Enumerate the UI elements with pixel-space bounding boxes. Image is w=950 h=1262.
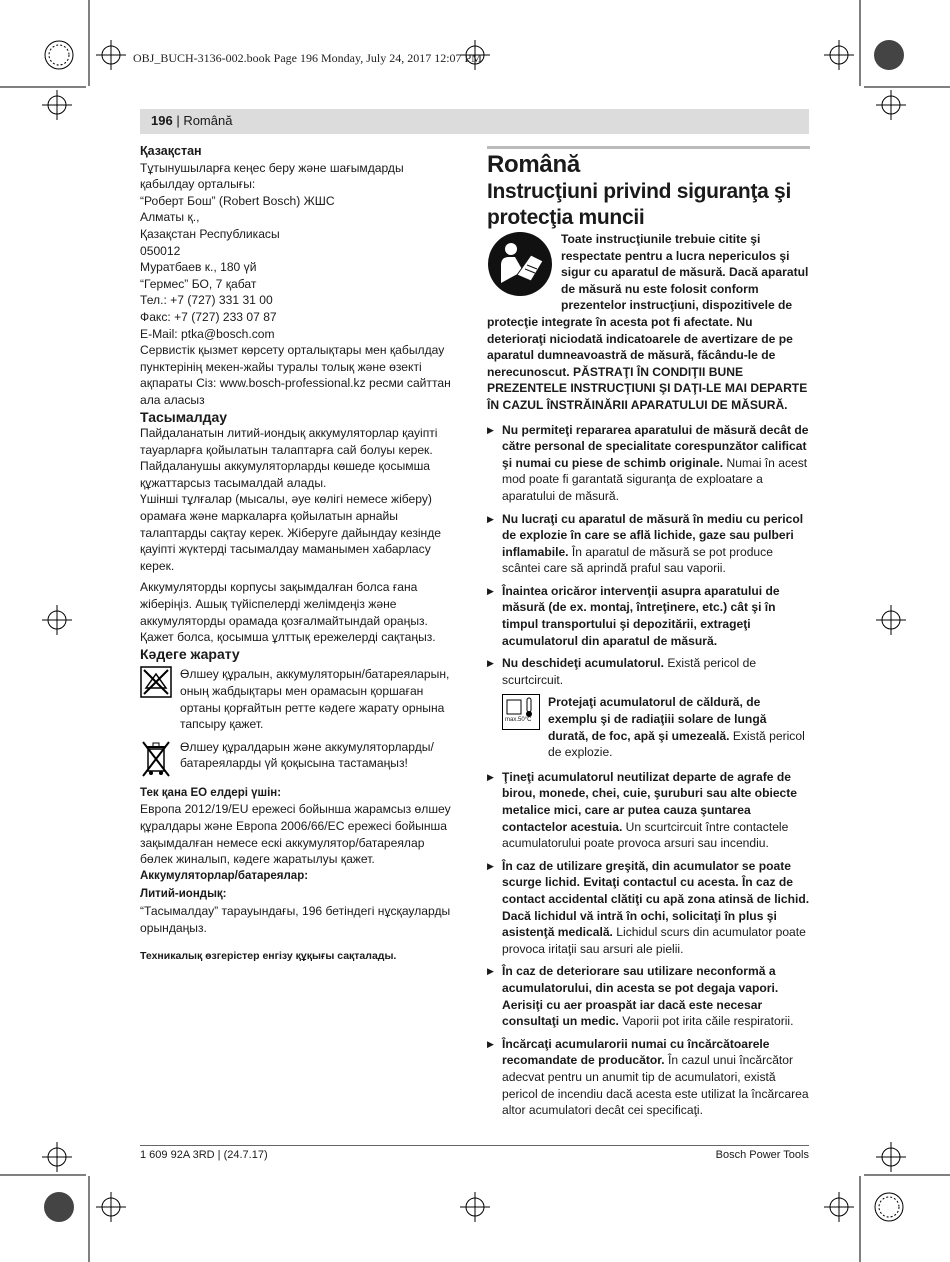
kz-line: Қазақстан Республикасы [140,226,280,241]
eu-heading: Тек қана ЕО елдері үшін: [140,786,282,799]
heat-warning-row [502,694,810,760]
page-number: 196 [151,113,173,128]
item-normal: Vaporii pot irita căile respiratorii. [618,1014,794,1029]
divider [487,146,810,149]
list-item [487,583,810,649]
footer-doc-number: 1 609 92A 3RD | (24.7.17) [140,1149,268,1161]
item-normal: Numai în acest mod poate fi garantată siguranţa de exploatare a aparatului de măsură. [502,455,808,503]
footer-rule [140,1145,809,1146]
li-heading: Литий-иондық: [140,888,227,901]
heat-bold: Protejaţi acumulatorul de căldură, de exemplu şi de radiaţiii solare de lungă durată, de foc, apă şi umezeală. [548,695,767,743]
heat-icon-label: max.50°C [505,716,532,723]
battery-heat-icon [502,694,540,730]
heat-normal: Există pericol de explozie. [548,728,805,760]
disposal-row [140,666,458,732]
kz-line: 050012 [140,243,181,258]
item-bold: Nu lucraţi cu aparatul de măsură în mediu cu pericol de explozie în care se află lichide, gaze sau pulberi inflamabile. [502,511,804,559]
intro-text: Toate instrucţiunile trebuie citite şi respectate pentru a lucra nepericulos şi sigur cu aparatul de măsură. Dacă aparatul de măsură nu este folosit conform prezentelor instrucţiuni, dispozitivele de protecţie integrate în acesta pot fi afectate. Nu deterioraţi niciodată indicatoarele de avertizare de pe aparatul dumneavoastră de măsură, făcându-le de nerecunoscut. PĂSTRAŢI ÎN CONDIŢII BUNE PREZENTELE INSTRUCŢIUNI ŞI DAŢI-LE MAI DEPARTE ÎN CAZUL ÎNSTRĂINĂRII APARATULUI DE MĂSURĂ. [487,232,809,412]
item-bold: Încărcaţi acumularorii numai cu încărcătoarele recomandate de producător. [502,1036,770,1068]
transport-heading: Тасымалдау [140,408,228,425]
recycle-packaging-icon [140,666,172,698]
item-bold: Nu deschideţi acumulatorul. [502,656,664,671]
item-normal: Există pericol de scurtcircuit. [502,656,757,687]
kz-line: Тел.: +7 (727) 331 31 00 [140,293,273,308]
list-item [487,1036,810,1119]
kz-line: Алматы қ., [140,210,200,225]
right-column [487,146,810,1125]
disposal-paragraph: Өлшеу құралын, аккумуляторын/батареяларын, оның жабдықтары мен орамасын қоршаған ортаны қорғайтын ретте кәдеге жарату орнына тапсыру қажет. [180,667,450,732]
transport-paragraph: Аккумуляторды корпусы зақымдалған болса ғана жіберіңіз. Ашық түйіспелерді желімдеңіз және аккумуляторды орамада қозғалмайтындай ораңыз. Қажет болса, қосымша ұлттық ережелерді сақтаңыз. [140,580,436,645]
disposal-row [140,739,458,779]
footer-brand: Bosch Power Tools [715,1149,809,1161]
list-item [487,655,810,688]
kz-line: Сервистік қызмет көрсету орталықтары мен қабылдау пунктерінің мекен-жайы туралы толық және өзекті ақпараты Сіз: www.bosch-professional.kz ресми сайттан ала аласыз [140,343,451,407]
safety-list-2 [487,769,810,1119]
item-normal: Un scurtcircuit între contactele acumulatorului poate provoca arsuri sau incendiu. [502,819,789,851]
language-title: Română [487,151,580,178]
kz-line: “Роберт Бош” (Robert Bosch) ЖШС [140,193,335,208]
header-language: Română [183,113,233,128]
item-bold: Înaintea oricăror intervenţii asupra aparatului de măsură (de ex. montaj, întreţinere, etc.) cât şi în timpul transportului şi depozitării, extrageţi acumulatorul din aparatul de măsură. [502,583,780,648]
read-manual-icon [487,231,553,297]
list-item [487,858,810,958]
li-text: “Тасымалдау” тарауындағы, 196 бетіндегі нұсқауларды орындаңыз. [140,903,451,935]
section-title: Instrucţiuni privind siguranţa şi protecţia muncii [487,180,791,229]
list-item [487,769,810,852]
kz-line: “Гермес” БО, 7 қабат [140,276,257,291]
item-normal: Lichidul scurs din acumulator poate provoca iritaţii sau arsuri ale pielii. [502,925,806,956]
item-bold: Nu permiteţi repararea aparatului de măsură decât de către personal de specialitate corespunzător calificat şi numai cu piese de schimb originale. [502,422,809,470]
print-line: OBJ_BUCH-3136-002.book Page 196 Monday, July 24, 2017 12:07 PM [133,51,482,65]
list-item [487,511,810,577]
safety-list [487,422,810,689]
list-item [487,963,810,1029]
kz-heading: Қазақстан [140,144,202,158]
item-bold: Ţineţi acumulatorul neutilizat departe de agrafe de birou, monede, chei, cuie, şuruburi sau alte obiecte metalice mici, care ar putea cauza şuntarea contactelor acestuia. [502,769,798,834]
transport-paragraph: Пайдаланатын литий-иондық аккумуляторлар қауіпті тауарларға қойылатын талаптарға сай болуы керек. Пайдаланушы аккумуляторларды көшеде қосымша құжаттарсыз тасымалдай алады. [140,426,438,490]
crossed-bin-icon [140,739,172,779]
item-bold: În caz de utilizare greşită, din acumulator se poate scurge lichid. Evitaţi contactul cu acesta. În caz de contact accidental clătiţi cu apă zona atinsă de lichid. Dacă lichidul vă intră în ochi, solicitaţi în plus şi asistenţă medicală. [502,858,810,940]
left-column [140,143,458,965]
kz-line: Муратбаев к., 180 үй [140,260,257,275]
disposal-heading: Кәдеге жарату [140,645,240,662]
item-normal: În cazul unui încărcător adecvat pentru un anumit tip de acumulatori, există pericol de incendiu dacă acesta este utilizat la încărcarea altor acumulatori decât cei specificaţi. [502,1053,809,1118]
item-bold: În caz de deteriorare sau utilizare neconformă a acumulatorului, din acesta se pot degaja vapori. Aerisiţi cu aer proaspăt iar dacă este necesar consultaţi un medic. [502,964,779,1029]
batteries-heading: Аккумуляторлар/батареялар: [140,869,309,882]
list-item [487,422,810,505]
disposal-paragraph: Өлшеу құралдарын және аккумуляторларды/батареяларды үй қоқысына тастамаңыз! [180,739,434,771]
kz-line: Тұтынушыларға кеңес беру және шағымдарды қабылдау орталығы: [140,160,404,192]
transport-paragraph: Үшінші тұлғалар (мысалы, әуе көлігі немесе жіберу) орамаға және маркаларға қойылатын арнайы талаптарды сақтау керек. Жіберуге дайындау кезінде қауіпті жүктерді тасымалдау маманымен хабарласу керек. [140,492,442,573]
item-normal: În aparatul de măsură se pot produce scântei care să aprindă praful sau vaporii. [502,544,773,576]
page-header: 196 | Română [140,109,809,134]
eu-text: Европа 2012/19/EU ережесі бойынша жарамсыз өлшеу құралдары және Европа 2006/66/EC ережесі бойынша зақымдалған немесе ескі аккумулятор/батареялар бөлек жиналып, кәдеге жаратылуы қажет. [140,802,451,867]
kz-line: Факс: +7 (727) 233 07 87 [140,309,277,324]
rights-notice: Техникалық өзгерістер енгізу құқығы сақталады. [140,950,397,963]
intro-block [487,231,810,414]
kz-line: E-Mail: ptka@bosch.com [140,326,275,341]
